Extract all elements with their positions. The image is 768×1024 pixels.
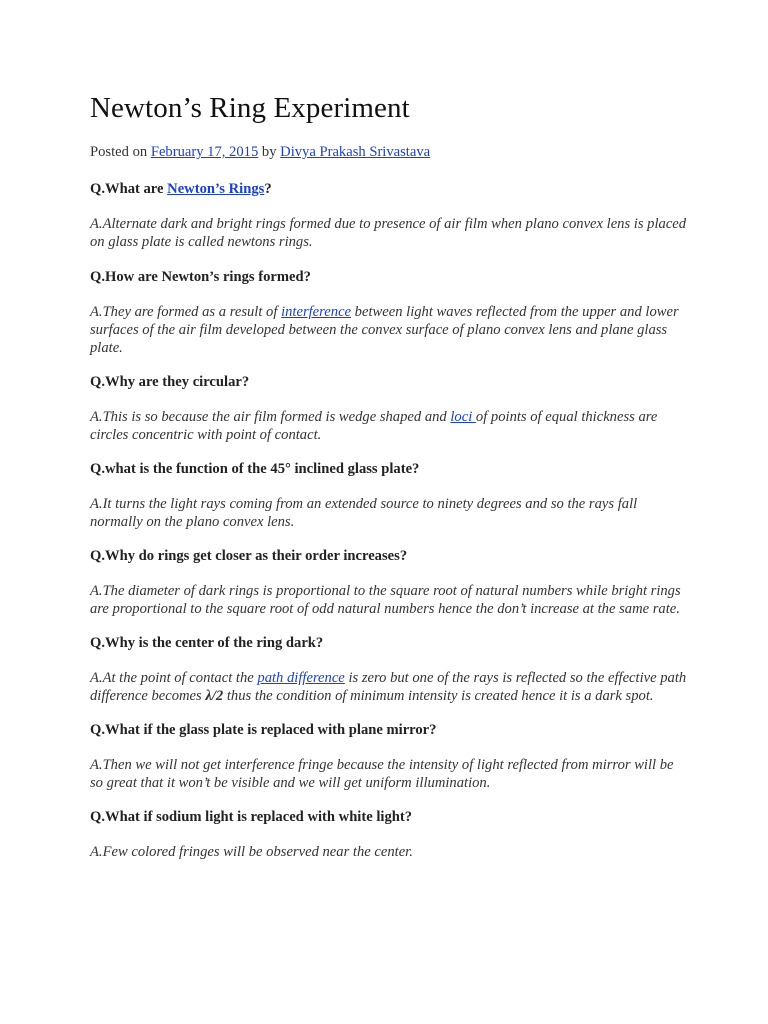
answer-8: A.Few colored fringes will be observed near the center. [90, 844, 413, 860]
lambda-half-symbol: λ/2 [205, 688, 224, 704]
loci-link[interactable]: loci [450, 409, 476, 425]
answer-4: A.It turns the light rays coming from an extended source to ninety degrees and so the rays fall normally on the plano convex lens. [90, 496, 638, 530]
answer-7: A.Then we will not get interference fringe because the intensity of light reflected from mirror will be so great that it won’t be visible and we will get uniform illumination. [90, 757, 674, 791]
question-6: Q.Why is the center of the ring dark? [90, 635, 324, 651]
question-1 [90, 181, 690, 198]
question-text: ? [264, 181, 272, 197]
question-4: Q.what is the function of the 45° inclined glass plate? [90, 461, 420, 477]
answer-text: thus the condition of minimum intensity is created hence it is a dark spot. [223, 688, 654, 704]
answer-text: A.This is so because the air film formed is wedge shaped and [90, 409, 451, 425]
question-2: Q.How are Newton’s rings formed? [90, 269, 311, 285]
question-7: Q.What if the glass plate is replaced with plane mirror? [90, 722, 437, 738]
answer-3 [90, 408, 690, 444]
question-8: Q.What if sodium light is replaced with white light? [90, 809, 413, 825]
answer-2 [90, 303, 690, 357]
answer-text: A.They are formed as a result of [90, 304, 282, 320]
path-difference-link[interactable]: path difference [257, 670, 345, 686]
answer-text: A.At the point of contact the [90, 670, 258, 686]
answer-1: A.Alternate dark and bright rings formed due to presence of air film when plano convex lens is placed on glass plate is called newtons rings. [90, 216, 687, 250]
page-title: Newton’s Ring Experiment [90, 92, 410, 124]
answer-6 [90, 669, 690, 705]
answer-5: A.The diameter of dark rings is proportional to the square root of natural numbers while bright rings are proportional to the square root of odd natural numbers hence the don’t increase at the same rate. [90, 583, 681, 617]
post-date-link[interactable]: February 17, 2015 [150, 144, 259, 160]
newtons-rings-link[interactable]: Newton’s Rings [167, 181, 265, 197]
by-label: by [261, 144, 277, 160]
article [90, 92, 690, 861]
question-5: Q.Why do rings get closer as their order increases? [90, 548, 408, 564]
question-text: Q.What are [90, 181, 168, 197]
answer-text: is zero but one of the rays is reflected so the effective path difference becomes [90, 670, 687, 704]
post-meta [90, 144, 690, 161]
answer-text: between light waves reflected from the upper and lower surfaces of the air film developed between the convex surface of plano convex lens and plane glass plate. [90, 304, 679, 356]
interference-link[interactable]: interference [281, 304, 352, 320]
posted-on-label: Posted on [90, 144, 148, 160]
answer-text: of points of equal thickness are circles concentric with point of contact. [90, 409, 658, 443]
question-3: Q.Why are they circular? [90, 374, 250, 390]
author-link[interactable]: Divya Prakash Srivastava [280, 144, 431, 160]
